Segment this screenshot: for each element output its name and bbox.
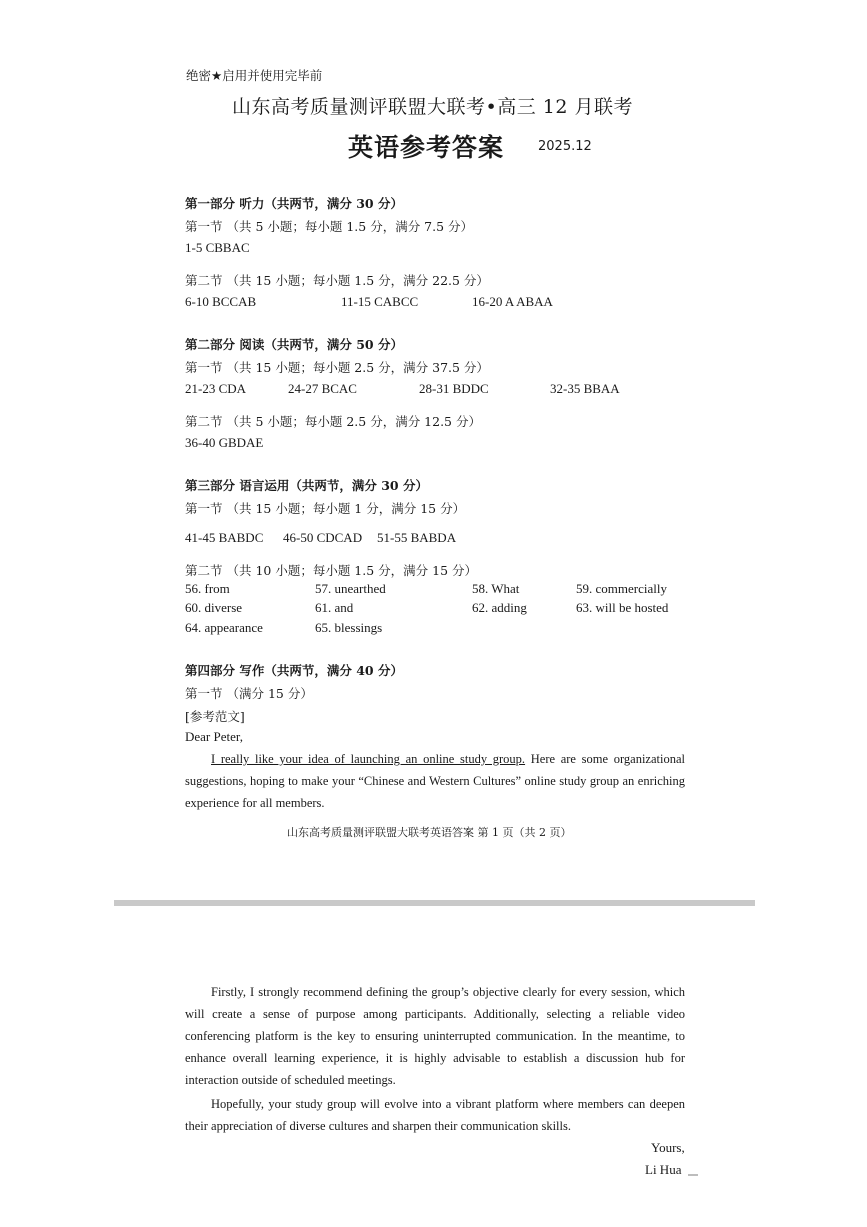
answer-item: 56. from [185,581,230,596]
letter-signature: Li Hua [645,1162,682,1177]
part4-section1-label: 第一节 （满分 15 分） [185,686,313,701]
answer-group: 41-45 BABDC [185,530,264,545]
answer-item: 61. and [315,600,354,615]
answer-item: 62. adding [472,600,527,615]
part1-title: 第一部分 听力（共两节，满分 30 分） [185,196,403,211]
answer-item: 60. diverse [185,600,243,615]
answer-item: 63. will be hosted [576,600,669,615]
answer-key-heading: 英语参考答案 [348,133,505,162]
part3-section1-label: 第一节 （共 15 小题；每小题 1 分，满分 15 分） [185,501,466,516]
answer-item: 64. appearance [185,620,263,635]
part3-section2-label: 第二节 （共 10 小题；每小题 1.5 分，满分 15 分） [185,563,478,578]
answer-group: 24-27 BCAC [288,381,357,396]
part1-section1-label: 第一节 （共 5 小题；每小题 1.5 分，满分 7.5 分） [185,219,474,234]
answer-group: 28-31 BDDC [419,381,489,396]
answer-group: 32-35 BBAA [550,381,620,396]
scan-mark [688,1174,698,1176]
page-divider [114,900,755,906]
essay-topic-sentence: I really like your idea of launching an online study group. [211,752,526,766]
essay-paragraph-1 [185,748,685,814]
page-footer: 山东高考质量测评联盟大联考英语答案 第 1 页（共 2 页） [287,826,572,839]
answer-group: 36-40 GBDAE [185,435,264,450]
confidential-label: 绝密★启用并使用完毕前 [186,68,323,83]
part2-section2-label: 第二节 （共 5 小题；每小题 2.5 分，满分 12.5 分） [185,414,481,429]
part4-title: 第四部分 写作（共两节，满分 40 分） [185,663,403,678]
answer-item: 57. unearthed [315,581,386,596]
answer-group: 1-5 CBBAC [185,240,250,255]
essay-paragraph-3 [185,1093,685,1137]
letter-closing: Yours, [651,1140,685,1155]
essay-paragraph-1-text: Here are some organizational suggestions, hoping to make your “Chinese and Western Cultures” online study group an enriching experience for all members. [185,752,686,810]
essay-paragraph-2-text: Firstly, I strongly recommend defining the group’s objective clearly for every session, which will create a sense of purpose among participants. Additionally, selecting a reliable video conferencing platform is the key to ensuring uninterrupted communication. In the meantime, to enhance overall learning experience, it is highly advisable to establish a discussion hub for interaction outside of scheduled meetings. [185,985,685,1087]
answer-item: 58. What [472,581,520,596]
part1-section2-label: 第二节 （共 15 小题；每小题 1.5 分，满分 22.5 分） [185,273,489,288]
answer-group: 16-20 A ABAA [472,294,553,309]
exam-date: 2025.12 [538,139,592,154]
essay-paragraph-2 [185,981,685,1091]
part3-title: 第三部分 语言运用（共两节，满分 30 分） [185,478,428,493]
answer-group: 46-50 CDCAD [283,530,363,545]
answer-item: 59. commercially [576,581,667,596]
sample-essay-label: [参考范文] [185,709,245,724]
letter-salutation: Dear Peter, [185,729,243,744]
answer-group: 21-23 CDA [185,381,247,396]
answer-group: 11-15 CABCC [341,294,419,309]
answer-group: 51-55 BABDA [377,530,457,545]
exam-title: 山东高考质量测评联盟大联考•高三 12 月联考 [232,96,633,118]
answer-group: 6-10 BCCAB [185,294,257,309]
part2-title: 第二部分 阅读（共两节，满分 50 分） [185,337,403,352]
part2-section1-label: 第一节 （共 15 小题；每小题 2.5 分，满分 37.5 分） [185,360,489,375]
essay-paragraph-3-text: Hopefully, your study group will evolve into a vibrant platform where members can deepen their appreciation of diverse cultures and sharpen their communication skills. [185,1097,685,1133]
answer-item: 65. blessings [315,620,383,635]
